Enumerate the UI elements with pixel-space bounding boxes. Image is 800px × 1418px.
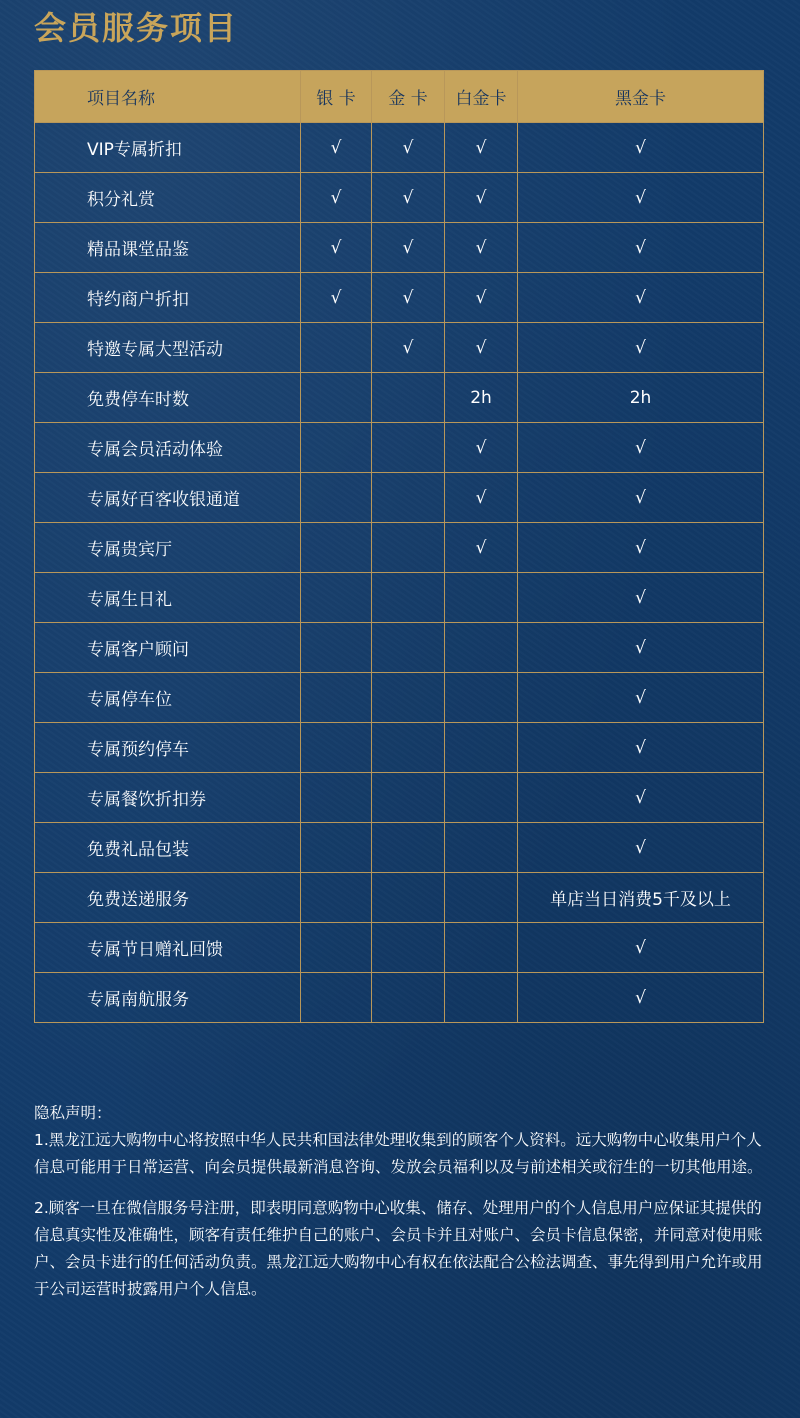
cell-platinum — [445, 723, 518, 773]
cell-platinum — [445, 823, 518, 873]
cell-silver — [301, 423, 372, 473]
cell-black-gold: √ — [518, 573, 764, 623]
cell-gold: √ — [372, 223, 445, 273]
cell-black-gold: √ — [518, 473, 764, 523]
cell-gold — [372, 973, 445, 1023]
cell-silver — [301, 873, 372, 923]
cell-platinum — [445, 923, 518, 973]
cell-platinum: √ — [445, 273, 518, 323]
cell-gold — [372, 623, 445, 673]
privacy-paragraph-2: 2.顾客一旦在微信服务号注册，即表明同意购物中心收集、储存、处理用户的个人信息用户应保证其提供的信息真实性及准确性，顾客有责任维护自己的账户、会员卡并且对账户、会员卡信息保密，并同意对使用账户、会员卡进行的任何活动负责。黑龙江远大购物中心有权在依法配合公检法调查、事先得到用户允许或用于公司运营时披露用户个人信息。 — [34, 1199, 763, 1298]
cell-gold — [372, 773, 445, 823]
cell-item-name: 精品课堂品鉴 — [35, 223, 301, 273]
table-body — [35, 123, 764, 1023]
cell-gold: √ — [372, 273, 445, 323]
cell-black-gold: √ — [518, 823, 764, 873]
cell-gold — [372, 373, 445, 423]
cell-gold — [372, 673, 445, 723]
cell-black-gold: √ — [518, 673, 764, 723]
table-row — [35, 223, 764, 273]
cell-item-name: 专属贵宾厅 — [35, 523, 301, 573]
cell-black-gold: √ — [518, 423, 764, 473]
privacy-paragraph-1: 1.黑龙江远大购物中心将按照中华人民共和国法律处理收集到的顾客个人资料。远大购物中心收集用户个人信息可能用于日常运营、向会员提供最新消息咨询、发放会员福利以及与前述相关或衍生的一切其他用途。 — [34, 1131, 763, 1176]
cell-gold — [372, 473, 445, 523]
cell-item-name: 专属预约停车 — [35, 723, 301, 773]
cell-item-name: 免费送递服务 — [35, 873, 301, 923]
cell-black-gold: √ — [518, 923, 764, 973]
cell-silver — [301, 823, 372, 873]
cell-black-gold: √ — [518, 723, 764, 773]
cell-platinum: √ — [445, 323, 518, 373]
cell-silver — [301, 623, 372, 673]
table-row — [35, 673, 764, 723]
cell-platinum — [445, 773, 518, 823]
table-row — [35, 123, 764, 173]
cell-item-name: 特约商户折扣 — [35, 273, 301, 323]
cell-silver: √ — [301, 173, 372, 223]
cell-gold — [372, 923, 445, 973]
cell-item-name: 积分礼赏 — [35, 173, 301, 223]
table-row — [35, 273, 764, 323]
cell-platinum: √ — [445, 123, 518, 173]
cell-silver — [301, 723, 372, 773]
cell-silver: √ — [301, 273, 372, 323]
cell-item-name: 专属生日礼 — [35, 573, 301, 623]
cell-platinum: √ — [445, 473, 518, 523]
cell-gold — [372, 573, 445, 623]
header-item-name: 项目名称 — [35, 71, 301, 123]
cell-silver — [301, 523, 372, 573]
cell-platinum — [445, 623, 518, 673]
cell-item-name: 专属会员活动体验 — [35, 423, 301, 473]
cell-item-name: 专属停车位 — [35, 673, 301, 723]
table-row — [35, 723, 764, 773]
table-row — [35, 173, 764, 223]
cell-silver — [301, 373, 372, 423]
cell-silver — [301, 473, 372, 523]
cell-item-name: 特邀专属大型活动 — [35, 323, 301, 373]
table-header-row — [35, 71, 764, 123]
cell-black-gold: √ — [518, 323, 764, 373]
cell-black-gold: √ — [518, 623, 764, 673]
cell-platinum: √ — [445, 173, 518, 223]
cell-silver — [301, 323, 372, 373]
cell-platinum — [445, 973, 518, 1023]
table-row — [35, 773, 764, 823]
cell-black-gold: 2h — [518, 373, 764, 423]
cell-black-gold: √ — [518, 273, 764, 323]
cell-platinum: 2h — [445, 373, 518, 423]
cell-gold — [372, 873, 445, 923]
cell-gold: √ — [372, 123, 445, 173]
cell-platinum — [445, 573, 518, 623]
cell-silver — [301, 573, 372, 623]
cell-item-name: 专属节日赠礼回馈 — [35, 923, 301, 973]
header-black-gold-card: 黑金卡 — [518, 71, 764, 123]
table-row — [35, 323, 764, 373]
cell-black-gold: √ — [518, 173, 764, 223]
table-row — [35, 823, 764, 873]
cell-platinum: √ — [445, 523, 518, 573]
membership-benefits-table — [34, 70, 764, 1023]
cell-silver — [301, 773, 372, 823]
table-row — [35, 473, 764, 523]
cell-gold — [372, 823, 445, 873]
header-gold-card: 金 卡 — [372, 71, 445, 123]
cell-platinum: √ — [445, 223, 518, 273]
cell-gold: √ — [372, 173, 445, 223]
cell-item-name: VIP专属折扣 — [35, 123, 301, 173]
cell-item-name: 免费礼品包装 — [35, 823, 301, 873]
cell-item-name: 专属南航服务 — [35, 973, 301, 1023]
privacy-heading: 隐私声明： — [34, 1104, 112, 1122]
cell-black-gold: √ — [518, 223, 764, 273]
cell-silver — [301, 923, 372, 973]
cell-platinum: √ — [445, 423, 518, 473]
cell-black-gold: √ — [518, 973, 764, 1023]
cell-item-name: 专属餐饮折扣券 — [35, 773, 301, 823]
cell-gold — [372, 423, 445, 473]
cell-gold — [372, 523, 445, 573]
cell-silver — [301, 973, 372, 1023]
table-row — [35, 623, 764, 673]
header-silver-card: 银 卡 — [301, 71, 372, 123]
table-row — [35, 973, 764, 1023]
cell-black-gold: √ — [518, 773, 764, 823]
table-row — [35, 573, 764, 623]
cell-silver: √ — [301, 223, 372, 273]
cell-gold — [372, 723, 445, 773]
table-row — [35, 523, 764, 573]
cell-black-gold: 单店当日消费5千及以上 — [518, 873, 764, 923]
cell-item-name: 专属客户顾问 — [35, 623, 301, 673]
cell-silver — [301, 673, 372, 723]
cell-gold: √ — [372, 323, 445, 373]
cell-platinum — [445, 873, 518, 923]
table-row — [35, 423, 764, 473]
privacy-statement — [34, 1100, 767, 1303]
cell-item-name: 免费停车时数 — [35, 373, 301, 423]
table-row — [35, 923, 764, 973]
header-platinum-card: 白金卡 — [445, 71, 518, 123]
cell-silver: √ — [301, 123, 372, 173]
page-title: 会员服务项目 — [34, 9, 239, 47]
cell-black-gold: √ — [518, 523, 764, 573]
cell-item-name: 专属好百客收银通道 — [35, 473, 301, 523]
table-row — [35, 873, 764, 923]
cell-black-gold: √ — [518, 123, 764, 173]
cell-platinum — [445, 673, 518, 723]
table-row — [35, 373, 764, 423]
